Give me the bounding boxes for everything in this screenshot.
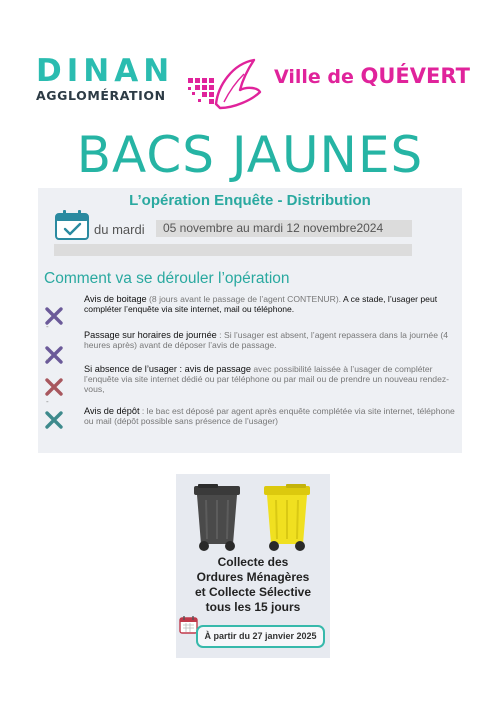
- date-prefix: du mardi: [94, 222, 145, 237]
- step-detail: (8 jours avant le passage de l’agent CONTENUR).: [146, 294, 343, 304]
- yellow-bin-icon: [262, 484, 312, 552]
- step-item: [84, 406, 460, 426]
- page-title: BACS JAUNES: [76, 126, 424, 184]
- ville-name: QUÉVERT: [360, 64, 470, 88]
- calendar-check-icon: [54, 209, 90, 241]
- step-note: A ce stade, l’usager peut compléter l’enquête via site internet, mail ou téléphone.: [84, 294, 438, 314]
- date-bar: [54, 244, 412, 256]
- step-label: Avis de dépôt: [84, 406, 140, 416]
- dinan-agglomeration-logo: [36, 53, 186, 103]
- collection-poster: [176, 474, 330, 658]
- poster-line: Collecte des: [217, 555, 289, 569]
- date-range: 05 novembre au mardi 12 novembre2024: [156, 220, 412, 237]
- step-item: [84, 294, 460, 314]
- step-label: Passage sur horaires de journée: [84, 330, 217, 340]
- dinan-logo-word: DINAN: [36, 53, 175, 89]
- dinan-logo-subtitle: AGGLOMÉRATION: [36, 88, 166, 103]
- x-mark-icon: [44, 377, 64, 397]
- bullet-dash: -: [46, 397, 49, 406]
- ville-de-quevert-logo: [274, 64, 470, 88]
- panel-heading: L’opération Enquête - Distribution: [129, 192, 371, 209]
- step-detail: : Si l’usager est absent, l’agent repassera dans la journée (4 heures après) avant de déposer l’avis de passage.: [84, 330, 449, 350]
- butterfly-logo-icon: [184, 56, 264, 116]
- bullet-dash: -: [46, 355, 49, 364]
- x-mark-icon: [44, 410, 64, 430]
- info-panel: [38, 188, 462, 453]
- poster-line: et Collecte Sélective: [194, 585, 312, 599]
- step-detail: avec possibilité laissée à l’usager de compléter l’enquête via site internet dédié ou par téléphone ou par mail ou de prendre un nouveau rendez-vous,: [84, 364, 450, 394]
- poster-line: Ordures Ménagères: [196, 570, 310, 584]
- section-heading: Comment va se dérouler l’opération: [44, 270, 290, 287]
- step-item: [84, 330, 460, 350]
- step-label: Si absence de l’usager : avis de passage: [84, 364, 252, 374]
- bullet-dash: -: [46, 322, 49, 331]
- step-label: Avis de boitage: [84, 294, 147, 304]
- step-detail: : le bac est déposé par agent après enquête complétée via site internet, téléphone ou mail (dépôt possible sans présence de l’usager): [84, 406, 455, 426]
- ville-prefix: Ville de: [274, 66, 361, 88]
- step-item: [84, 364, 460, 394]
- poster-text: [176, 555, 330, 615]
- gray-bin-icon: [192, 484, 242, 552]
- poster-line: tous les 15 jours: [205, 600, 301, 614]
- start-date-badge: À partir du 27 janvier 2025: [196, 625, 325, 648]
